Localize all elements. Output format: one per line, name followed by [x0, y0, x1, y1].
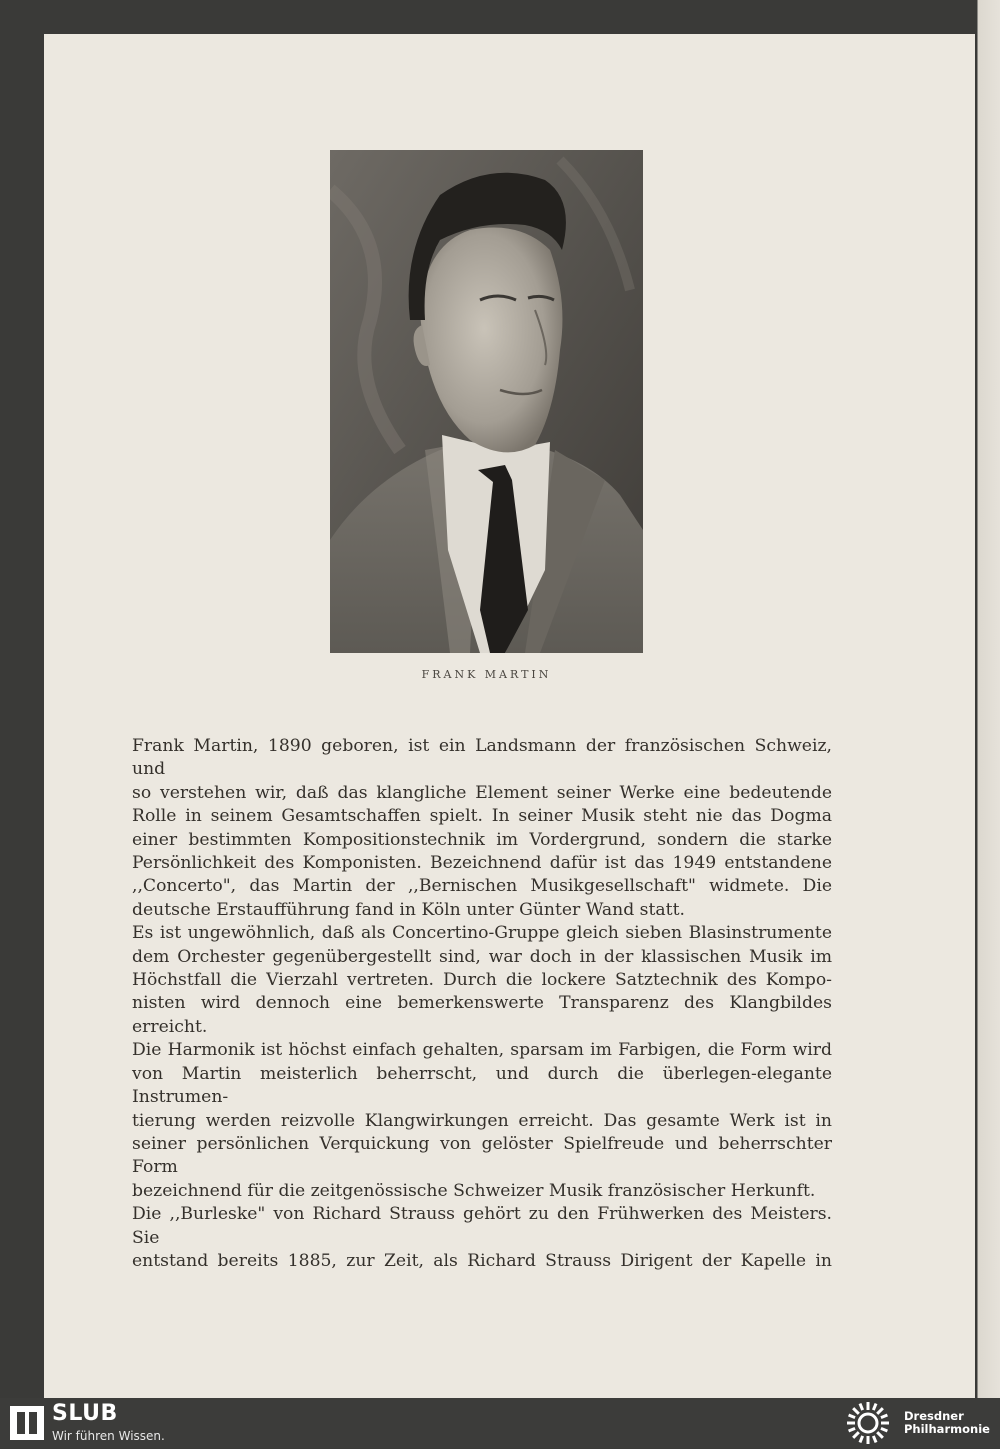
partner-name — [904, 1410, 990, 1436]
text-line: Die Harmonik ist höchst einfach gehalten, sparsam im Farbigen, die Form wird — [132, 1040, 832, 1061]
slub-logo-icon — [10, 1406, 44, 1444]
text-line: Die ,,Burleske" von Richard Strauss gehört zu den Frühwerken des Meisters. Sie — [132, 1204, 832, 1248]
text-line: bezeichnend für die zeitgenössische Schweizer Musik französischer Herkunft. — [132, 1180, 816, 1201]
footer-bar — [0, 1398, 1000, 1448]
adjacent-page-edge — [975, 0, 1000, 1398]
dresdner-philharmonie-logo-icon — [842, 1401, 894, 1449]
text-line: Rolle in seinem Gesamtschaffen spielt. In seiner Musik steht nie das Dogma — [132, 806, 832, 827]
text-line: tierung werden reizvolle Klangwirkungen erreicht. Das gesamte Werk ist in — [132, 1110, 832, 1131]
text-line: seiner persönlichen Verquickung von gelöster Spielfreude und beherrschter Form — [132, 1133, 832, 1178]
text-line: nisten wird dennoch eine bemerkenswerte Transparenz des Klangbildes erreicht. — [132, 993, 832, 1037]
text-line: ,,Concerto", das Martin der ,,Bernischen Musikgesellschaft" widmete. Die — [132, 876, 832, 897]
text-line: Frank Martin, 1890 geboren, ist ein Landsmann der französischen Schweiz, und — [132, 736, 832, 780]
text-line: Höchstfall die Vierzahl vertreten. Durch die lockere Satztechnik des Kompo- — [132, 970, 832, 991]
partner-name-line2: Philharmonie — [904, 1422, 990, 1436]
text-line: entstand bereits 1885, zur Zeit, als Richard Strauss Dirigent der Kapelle in — [132, 1250, 832, 1271]
photo-caption: FRANK MARTIN — [421, 668, 552, 681]
text-line: so verstehen wir, daß das klangliche Element seiner Werke eine bedeutende — [132, 782, 832, 803]
slub-name: SLUB — [52, 1401, 118, 1426]
text-line: Persönlichkeit des Komponisten. Bezeichnend dafür ist das 1949 entstandene — [132, 853, 832, 874]
text-line: von Martin meisterlich beherrscht, und durch die überlegen-elegante Instrumen- — [132, 1063, 832, 1108]
slub-tagline: Wir führen Wissen. — [52, 1429, 165, 1443]
text-line: Es ist ungewöhnlich, daß als Concertino-Gruppe gleich sieben Blasinstrumente — [132, 923, 832, 944]
portrait-photo — [330, 150, 643, 653]
text-line: dem Orchester gegenübergestellt sind, war doch in der klassischen Musik im — [132, 946, 832, 967]
text-line: deutsche Erstaufführung fand in Köln unter Günter Wand statt. — [132, 899, 685, 920]
text-line: einer bestimmten Kompositionstechnik im Vordergrund, sondern die starke — [132, 829, 832, 850]
article-body — [132, 735, 832, 1273]
scanned-page — [44, 34, 975, 1398]
partner-name-line1: Dresdner — [904, 1409, 964, 1423]
